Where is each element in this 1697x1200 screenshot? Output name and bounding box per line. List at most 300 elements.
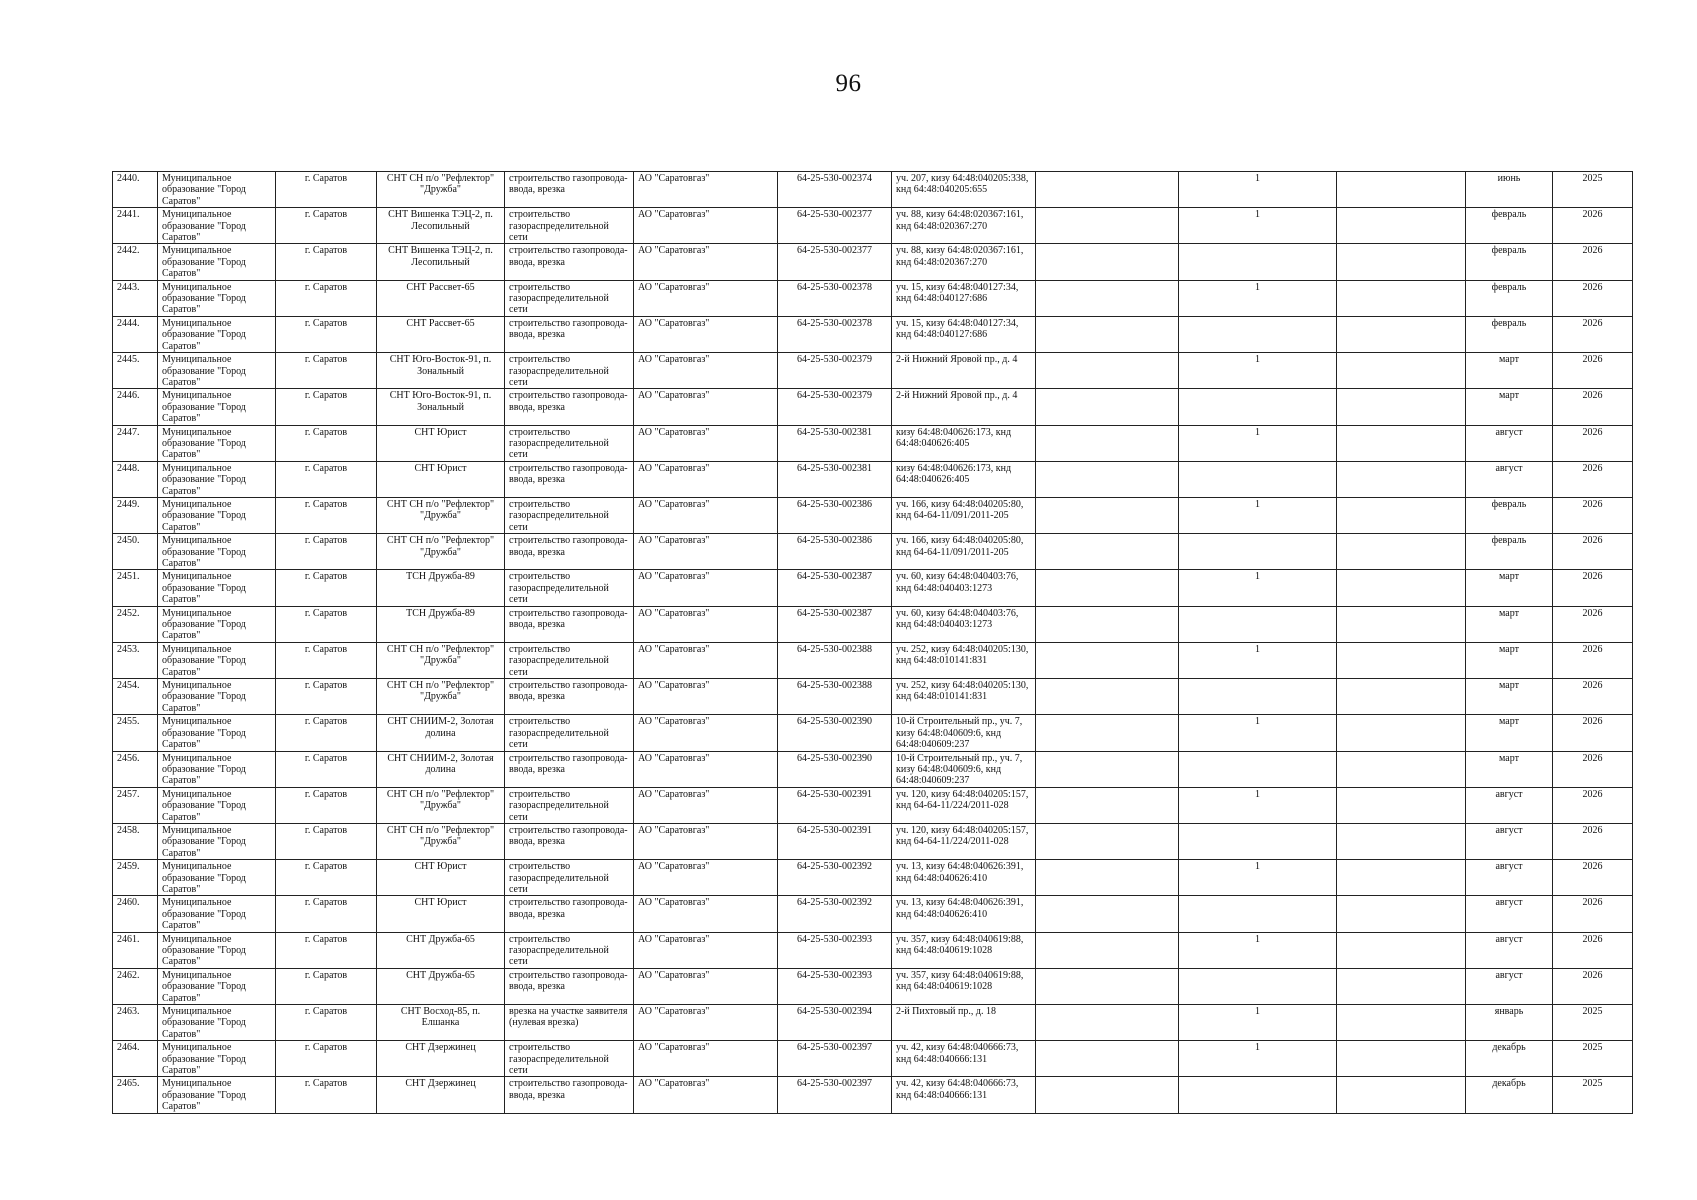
table-row (113, 932, 1633, 968)
request-code-cell: 64-25-530-002374 (778, 172, 892, 208)
empty-cell (1337, 172, 1466, 208)
year-cell: 2026 (1553, 353, 1633, 389)
year-cell: 2025 (1553, 1005, 1633, 1041)
table-row (113, 715, 1633, 751)
month-cell: декабрь (1466, 1077, 1553, 1113)
city-cell: г. Саратов (276, 787, 377, 823)
table-row (113, 280, 1633, 316)
settlement-cell: СНТ СН п/о "Рефлектор" "Дружба" (377, 679, 505, 715)
settlement-cell: СНТ СН п/о "Рефлектор" "Дружба" (377, 534, 505, 570)
quantity-cell (1179, 461, 1337, 497)
empty-cell (1036, 1041, 1179, 1077)
address-cell: уч. 42, кизу 64:48:040666:73, кнд 64:48:040666:131 (892, 1041, 1036, 1077)
table-row (113, 860, 1633, 896)
city-cell: г. Саратов (276, 172, 377, 208)
month-cell: январь (1466, 1005, 1553, 1041)
month-cell: июнь (1466, 172, 1553, 208)
table-row (113, 606, 1633, 642)
address-cell: уч. 15, кизу 64:48:040127:34, кнд 64:48:040127:686 (892, 316, 1036, 352)
city-cell: г. Саратов (276, 208, 377, 244)
year-cell: 2026 (1553, 570, 1633, 606)
empty-cell (1036, 642, 1179, 678)
request-code-cell: 64-25-530-002377 (778, 208, 892, 244)
year-cell: 2026 (1553, 208, 1633, 244)
work-type-cell: строительство газопровода-ввода, врезка (505, 461, 634, 497)
address-cell: уч. 13, кизу 64:48:040626:391, кнд 64:48:040626:410 (892, 896, 1036, 932)
settlement-cell: СНТ Восход-85, п. Елшанка (377, 1005, 505, 1041)
municipality-cell: Муниципальное образование "Город Саратов" (158, 389, 276, 425)
empty-cell (1337, 208, 1466, 244)
municipality-cell: Муниципальное образование "Город Саратов" (158, 534, 276, 570)
settlement-cell: СНТ Дзержинец (377, 1041, 505, 1077)
city-cell: г. Саратов (276, 715, 377, 751)
row-number-cell: 2460. (113, 896, 158, 932)
address-cell: уч. 88, кизу 64:48:020367:161, кнд 64:48:020367:270 (892, 208, 1036, 244)
settlement-cell: СНТ Юрист (377, 425, 505, 461)
settlement-cell: СНТ СН п/о "Рефлектор" "Дружба" (377, 497, 505, 533)
municipality-cell: Муниципальное образование "Город Саратов" (158, 642, 276, 678)
municipality-cell: Муниципальное образование "Город Саратов" (158, 751, 276, 787)
work-type-cell: строительство газопровода-ввода, врезка (505, 823, 634, 859)
empty-cell (1036, 751, 1179, 787)
month-cell: март (1466, 606, 1553, 642)
request-code-cell: 64-25-530-002379 (778, 353, 892, 389)
table-row (113, 172, 1633, 208)
month-cell: март (1466, 570, 1553, 606)
empty-cell (1337, 1077, 1466, 1113)
row-number-cell: 2462. (113, 968, 158, 1004)
year-cell: 2026 (1553, 968, 1633, 1004)
month-cell: февраль (1466, 316, 1553, 352)
quantity-cell (1179, 244, 1337, 280)
empty-cell (1337, 968, 1466, 1004)
empty-cell (1036, 353, 1179, 389)
municipality-cell: Муниципальное образование "Город Саратов" (158, 425, 276, 461)
request-code-cell: 64-25-530-002379 (778, 389, 892, 425)
city-cell: г. Саратов (276, 425, 377, 461)
empty-cell (1036, 389, 1179, 425)
empty-cell (1337, 606, 1466, 642)
organization-cell: АО "Саратовгаз" (634, 461, 778, 497)
request-code-cell: 64-25-530-002393 (778, 968, 892, 1004)
settlement-cell: ТСН Дружба-89 (377, 570, 505, 606)
page-number: 96 (835, 70, 862, 97)
work-type-cell: строительство газопровода-ввода, врезка (505, 679, 634, 715)
municipality-cell: Муниципальное образование "Город Саратов" (158, 1041, 276, 1077)
quantity-cell: 1 (1179, 208, 1337, 244)
city-cell: г. Саратов (276, 751, 377, 787)
address-cell: уч. 166, кизу 64:48:040205:80, кнд 64-64-11/091/2011-205 (892, 497, 1036, 533)
empty-cell (1036, 497, 1179, 533)
registry-table (112, 171, 1633, 1114)
work-type-cell: строительство газопровода-ввода, врезка (505, 896, 634, 932)
work-type-cell: строительство газораспределительной сети (505, 1041, 634, 1077)
table-row (113, 1005, 1633, 1041)
organization-cell: АО "Саратовгаз" (634, 316, 778, 352)
municipality-cell: Муниципальное образование "Город Саратов" (158, 497, 276, 533)
quantity-cell: 1 (1179, 642, 1337, 678)
municipality-cell: Муниципальное образование "Город Саратов" (158, 715, 276, 751)
municipality-cell: Муниципальное образование "Город Саратов" (158, 860, 276, 896)
year-cell: 2025 (1553, 172, 1633, 208)
month-cell: февраль (1466, 208, 1553, 244)
request-code-cell: 64-25-530-002377 (778, 244, 892, 280)
quantity-cell: 1 (1179, 497, 1337, 533)
address-cell: уч. 207, кизу 64:48:040205:338, кнд 64:48:040205:655 (892, 172, 1036, 208)
request-code-cell: 64-25-530-002378 (778, 316, 892, 352)
year-cell: 2026 (1553, 932, 1633, 968)
municipality-cell: Муниципальное образование "Город Саратов" (158, 932, 276, 968)
organization-cell: АО "Саратовгаз" (634, 787, 778, 823)
row-number-cell: 2463. (113, 1005, 158, 1041)
request-code-cell: 64-25-530-002381 (778, 461, 892, 497)
empty-cell (1337, 896, 1466, 932)
month-cell: август (1466, 425, 1553, 461)
empty-cell (1036, 280, 1179, 316)
row-number-cell: 2464. (113, 1041, 158, 1077)
table-row (113, 896, 1633, 932)
request-code-cell: 64-25-530-002394 (778, 1005, 892, 1041)
request-code-cell: 64-25-530-002392 (778, 896, 892, 932)
table-row (113, 497, 1633, 533)
month-cell: август (1466, 461, 1553, 497)
row-number-cell: 2454. (113, 679, 158, 715)
city-cell: г. Саратов (276, 1041, 377, 1077)
row-number-cell: 2443. (113, 280, 158, 316)
address-cell: 2-й Нижний Яровой пр., д. 4 (892, 353, 1036, 389)
row-number-cell: 2444. (113, 316, 158, 352)
address-cell: 10-й Строительный пр., уч. 7, кизу 64:48:040609:6, кнд 64:48:040609:237 (892, 715, 1036, 751)
municipality-cell: Муниципальное образование "Город Саратов" (158, 896, 276, 932)
empty-cell (1036, 1077, 1179, 1113)
request-code-cell: 64-25-530-002388 (778, 642, 892, 678)
empty-cell (1337, 461, 1466, 497)
table-row (113, 389, 1633, 425)
address-cell: уч. 60, кизу 64:48:040403:76, кнд 64:48:040403:1273 (892, 570, 1036, 606)
quantity-cell: 1 (1179, 353, 1337, 389)
year-cell: 2026 (1553, 534, 1633, 570)
organization-cell: АО "Саратовгаз" (634, 534, 778, 570)
empty-cell (1337, 642, 1466, 678)
request-code-cell: 64-25-530-002386 (778, 534, 892, 570)
month-cell: февраль (1466, 497, 1553, 533)
quantity-cell: 1 (1179, 860, 1337, 896)
quantity-cell: 1 (1179, 715, 1337, 751)
request-code-cell: 64-25-530-002392 (778, 860, 892, 896)
address-cell: уч. 252, кизу 64:48:040205:130, кнд 64:48:010141:831 (892, 679, 1036, 715)
quantity-cell (1179, 823, 1337, 859)
work-type-cell: строительство газораспределительной сети (505, 353, 634, 389)
quantity-cell (1179, 1077, 1337, 1113)
quantity-cell: 1 (1179, 570, 1337, 606)
quantity-cell (1179, 389, 1337, 425)
row-number-cell: 2457. (113, 787, 158, 823)
municipality-cell: Муниципальное образование "Город Саратов" (158, 1077, 276, 1113)
table-row (113, 823, 1633, 859)
request-code-cell: 64-25-530-002397 (778, 1077, 892, 1113)
month-cell: март (1466, 679, 1553, 715)
year-cell: 2026 (1553, 425, 1633, 461)
month-cell: март (1466, 642, 1553, 678)
work-type-cell: строительство газопровода-ввода, врезка (505, 751, 634, 787)
empty-cell (1036, 244, 1179, 280)
empty-cell (1337, 353, 1466, 389)
table-row (113, 244, 1633, 280)
city-cell: г. Саратов (276, 570, 377, 606)
quantity-cell (1179, 896, 1337, 932)
empty-cell (1337, 570, 1466, 606)
quantity-cell: 1 (1179, 1041, 1337, 1077)
organization-cell: АО "Саратовгаз" (634, 1005, 778, 1041)
year-cell: 2026 (1553, 642, 1633, 678)
request-code-cell: 64-25-530-002378 (778, 280, 892, 316)
empty-cell (1036, 461, 1179, 497)
table-row (113, 461, 1633, 497)
month-cell: февраль (1466, 280, 1553, 316)
row-number-cell: 2453. (113, 642, 158, 678)
empty-cell (1036, 1005, 1179, 1041)
table-row (113, 642, 1633, 678)
month-cell: август (1466, 896, 1553, 932)
table-row (113, 751, 1633, 787)
city-cell: г. Саратов (276, 461, 377, 497)
municipality-cell: Муниципальное образование "Город Саратов" (158, 353, 276, 389)
settlement-cell: СНТ Дружба-65 (377, 968, 505, 1004)
settlement-cell: ТСН Дружба-89 (377, 606, 505, 642)
request-code-cell: 64-25-530-002386 (778, 497, 892, 533)
municipality-cell: Муниципальное образование "Город Саратов" (158, 244, 276, 280)
address-cell: кизу 64:48:040626:173, кнд 64:48:040626:405 (892, 425, 1036, 461)
work-type-cell: строительство газопровода-ввода, врезка (505, 172, 634, 208)
empty-cell (1337, 316, 1466, 352)
month-cell: декабрь (1466, 1041, 1553, 1077)
work-type-cell: строительство газораспределительной сети (505, 860, 634, 896)
year-cell: 2026 (1553, 751, 1633, 787)
work-type-cell: строительство газораспределительной сети (505, 497, 634, 533)
row-number-cell: 2450. (113, 534, 158, 570)
table-row (113, 1041, 1633, 1077)
organization-cell: АО "Саратовгаз" (634, 642, 778, 678)
row-number-cell: 2455. (113, 715, 158, 751)
work-type-cell: строительство газопровода-ввода, врезка (505, 606, 634, 642)
settlement-cell: СНТ СН п/о "Рефлектор" "Дружба" (377, 787, 505, 823)
organization-cell: АО "Саратовгаз" (634, 968, 778, 1004)
municipality-cell: Муниципальное образование "Город Саратов" (158, 1005, 276, 1041)
month-cell: февраль (1466, 534, 1553, 570)
month-cell: март (1466, 353, 1553, 389)
table-row (113, 534, 1633, 570)
request-code-cell: 64-25-530-002391 (778, 823, 892, 859)
table-row (113, 316, 1633, 352)
address-cell: уч. 42, кизу 64:48:040666:73, кнд 64:48:040666:131 (892, 1077, 1036, 1113)
city-cell: г. Саратов (276, 642, 377, 678)
year-cell: 2026 (1553, 896, 1633, 932)
quantity-cell (1179, 679, 1337, 715)
empty-cell (1036, 172, 1179, 208)
empty-cell (1036, 896, 1179, 932)
organization-cell: АО "Саратовгаз" (634, 389, 778, 425)
request-code-cell: 64-25-530-002390 (778, 751, 892, 787)
address-cell: уч. 60, кизу 64:48:040403:76, кнд 64:48:040403:1273 (892, 606, 1036, 642)
quantity-cell (1179, 534, 1337, 570)
work-type-cell: строительство газопровода-ввода, врезка (505, 316, 634, 352)
empty-cell (1036, 534, 1179, 570)
request-code-cell: 64-25-530-002387 (778, 606, 892, 642)
organization-cell: АО "Саратовгаз" (634, 1041, 778, 1077)
work-type-cell: врезка на участке заявителя (нулевая врезка) (505, 1005, 634, 1041)
year-cell: 2026 (1553, 244, 1633, 280)
table-row (113, 425, 1633, 461)
municipality-cell: Муниципальное образование "Город Саратов" (158, 316, 276, 352)
year-cell: 2026 (1553, 860, 1633, 896)
municipality-cell: Муниципальное образование "Город Саратов" (158, 823, 276, 859)
empty-cell (1337, 497, 1466, 533)
table-row (113, 787, 1633, 823)
work-type-cell: строительство газопровода-ввода, врезка (505, 389, 634, 425)
settlement-cell: СНТ СН п/о "Рефлектор" "Дружба" (377, 172, 505, 208)
organization-cell: АО "Саратовгаз" (634, 425, 778, 461)
settlement-cell: СНТ Вишенка ТЭЦ-2, п. Лесопильный (377, 208, 505, 244)
settlement-cell: СНТ СНИИМ-2, Золотая долина (377, 751, 505, 787)
month-cell: март (1466, 751, 1553, 787)
year-cell: 2026 (1553, 787, 1633, 823)
empty-cell (1036, 787, 1179, 823)
row-number-cell: 2448. (113, 461, 158, 497)
work-type-cell: строительство газопровода-ввода, врезка (505, 968, 634, 1004)
settlement-cell: СНТ Юго-Восток-91, п. Зональный (377, 389, 505, 425)
empty-cell (1337, 679, 1466, 715)
city-cell: г. Саратов (276, 316, 377, 352)
quantity-cell: 1 (1179, 280, 1337, 316)
row-number-cell: 2445. (113, 353, 158, 389)
settlement-cell: СНТ Дружба-65 (377, 932, 505, 968)
year-cell: 2026 (1553, 679, 1633, 715)
month-cell: март (1466, 389, 1553, 425)
address-cell: уч. 120, кизу 64:48:040205:157, кнд 64-64-11/224/2011-028 (892, 823, 1036, 859)
empty-cell (1036, 208, 1179, 244)
city-cell: г. Саратов (276, 497, 377, 533)
settlement-cell: СНТ Юрист (377, 461, 505, 497)
city-cell: г. Саратов (276, 1077, 377, 1113)
row-number-cell: 2452. (113, 606, 158, 642)
row-number-cell: 2461. (113, 932, 158, 968)
request-code-cell: 64-25-530-002390 (778, 715, 892, 751)
year-cell: 2026 (1553, 497, 1633, 533)
organization-cell: АО "Саратовгаз" (634, 823, 778, 859)
empty-cell (1036, 823, 1179, 859)
month-cell: март (1466, 715, 1553, 751)
empty-cell (1036, 425, 1179, 461)
empty-cell (1036, 570, 1179, 606)
organization-cell: АО "Саратовгаз" (634, 932, 778, 968)
work-type-cell: строительство газораспределительной сети (505, 570, 634, 606)
city-cell: г. Саратов (276, 679, 377, 715)
request-code-cell: 64-25-530-002393 (778, 932, 892, 968)
organization-cell: АО "Саратовгаз" (634, 896, 778, 932)
month-cell: февраль (1466, 244, 1553, 280)
empty-cell (1337, 787, 1466, 823)
settlement-cell: СНТ Вишенка ТЭЦ-2, п. Лесопильный (377, 244, 505, 280)
city-cell: г. Саратов (276, 244, 377, 280)
organization-cell: АО "Саратовгаз" (634, 606, 778, 642)
municipality-cell: Муниципальное образование "Город Саратов" (158, 968, 276, 1004)
organization-cell: АО "Саратовгаз" (634, 860, 778, 896)
settlement-cell: СНТ Дзержинец (377, 1077, 505, 1113)
settlement-cell: СНТ СН п/о "Рефлектор" "Дружба" (377, 642, 505, 678)
year-cell: 2026 (1553, 461, 1633, 497)
work-type-cell: строительство газопровода-ввода, врезка (505, 534, 634, 570)
city-cell: г. Саратов (276, 968, 377, 1004)
work-type-cell: строительство газораспределительной сети (505, 642, 634, 678)
empty-cell (1337, 244, 1466, 280)
city-cell: г. Саратов (276, 534, 377, 570)
organization-cell: АО "Саратовгаз" (634, 353, 778, 389)
empty-cell (1337, 715, 1466, 751)
organization-cell: АО "Саратовгаз" (634, 497, 778, 533)
settlement-cell: СНТ СН п/о "Рефлектор" "Дружба" (377, 823, 505, 859)
request-code-cell: 64-25-530-002387 (778, 570, 892, 606)
row-number-cell: 2442. (113, 244, 158, 280)
empty-cell (1337, 823, 1466, 859)
empty-cell (1036, 679, 1179, 715)
empty-cell (1337, 1041, 1466, 1077)
year-cell: 2026 (1553, 280, 1633, 316)
municipality-cell: Муниципальное образование "Город Саратов" (158, 787, 276, 823)
address-cell: 10-й Строительный пр., уч. 7, кизу 64:48:040609:6, кнд 64:48:040609:237 (892, 751, 1036, 787)
row-number-cell: 2451. (113, 570, 158, 606)
year-cell: 2025 (1553, 1041, 1633, 1077)
empty-cell (1036, 860, 1179, 896)
month-cell: август (1466, 932, 1553, 968)
quantity-cell (1179, 606, 1337, 642)
settlement-cell: СНТ Юрист (377, 896, 505, 932)
year-cell: 2026 (1553, 389, 1633, 425)
empty-cell (1337, 751, 1466, 787)
work-type-cell: строительство газопровода-ввода, врезка (505, 244, 634, 280)
quantity-cell (1179, 968, 1337, 1004)
empty-cell (1337, 932, 1466, 968)
empty-cell (1036, 316, 1179, 352)
quantity-cell: 1 (1179, 787, 1337, 823)
year-cell: 2026 (1553, 823, 1633, 859)
municipality-cell: Муниципальное образование "Город Саратов" (158, 208, 276, 244)
empty-cell (1036, 968, 1179, 1004)
settlement-cell: СНТ Юго-Восток-91, п. Зональный (377, 353, 505, 389)
settlement-cell: СНТ Рассвет-65 (377, 316, 505, 352)
month-cell: август (1466, 860, 1553, 896)
quantity-cell (1179, 316, 1337, 352)
organization-cell: АО "Саратовгаз" (634, 244, 778, 280)
city-cell: г. Саратов (276, 860, 377, 896)
empty-cell (1337, 389, 1466, 425)
city-cell: г. Саратов (276, 353, 377, 389)
city-cell: г. Саратов (276, 823, 377, 859)
table-row (113, 208, 1633, 244)
table-row (113, 570, 1633, 606)
month-cell: август (1466, 823, 1553, 859)
organization-cell: АО "Саратовгаз" (634, 280, 778, 316)
row-number-cell: 2459. (113, 860, 158, 896)
row-number-cell: 2465. (113, 1077, 158, 1113)
municipality-cell: Муниципальное образование "Город Саратов" (158, 570, 276, 606)
work-type-cell: строительство газораспределительной сети (505, 787, 634, 823)
municipality-cell: Муниципальное образование "Город Саратов" (158, 280, 276, 316)
address-cell: уч. 357, кизу 64:48:040619:88, кнд 64:48:040619:1028 (892, 968, 1036, 1004)
quantity-cell: 1 (1179, 425, 1337, 461)
settlement-cell: СНТ СНИИМ-2, Золотая долина (377, 715, 505, 751)
organization-cell: АО "Саратовгаз" (634, 570, 778, 606)
row-number-cell: 2441. (113, 208, 158, 244)
